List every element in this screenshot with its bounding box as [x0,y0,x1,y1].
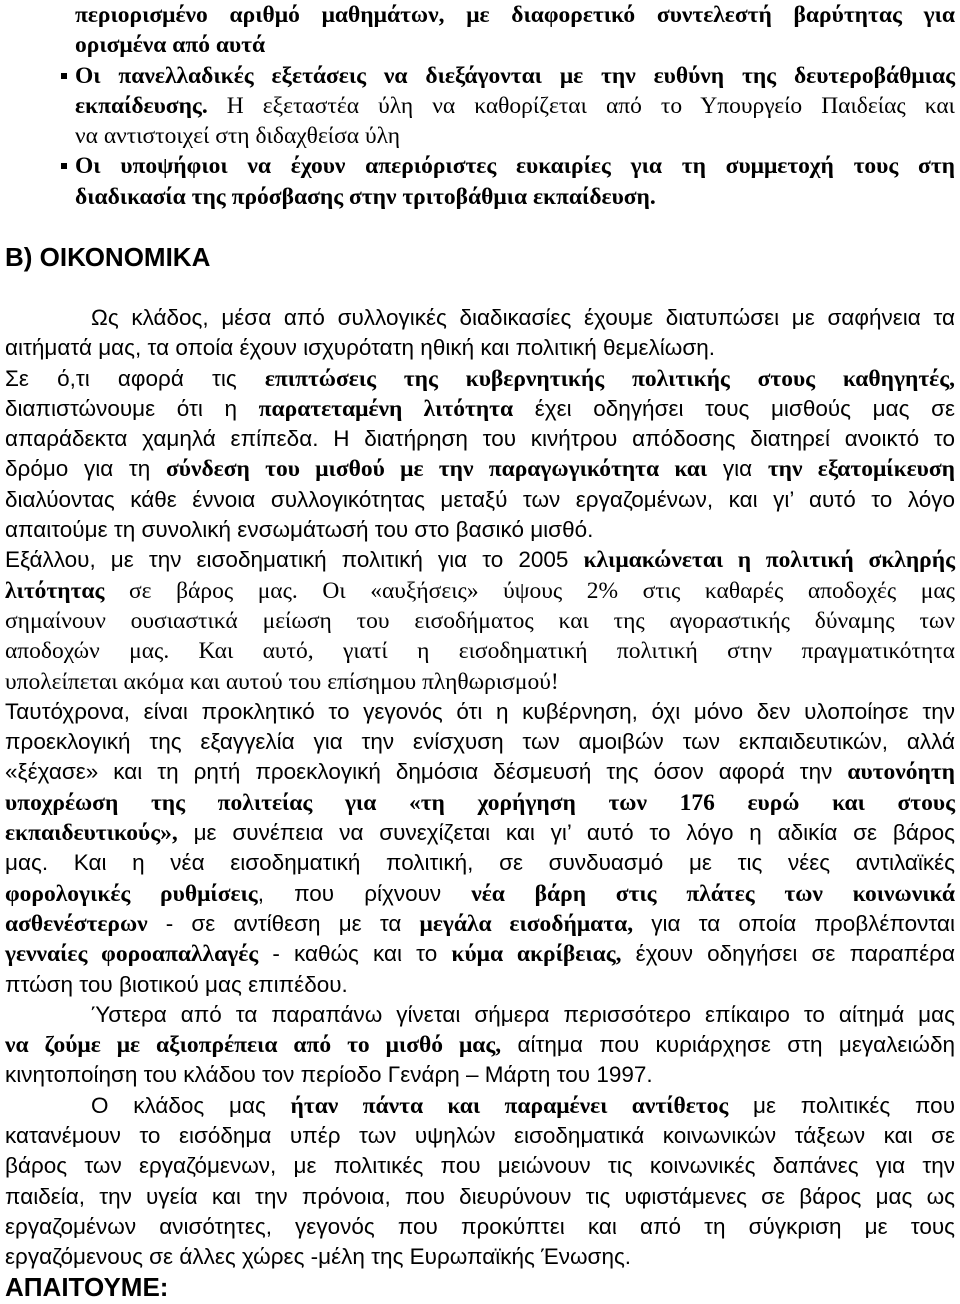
text-run: έχουν οδηγήσει σε παραπέρα [621,941,955,967]
bullet-square-icon [61,73,67,79]
text-line [5,576,955,606]
bullet-item [5,151,955,212]
text-run: παιδεία, την υγεία και την πρόνοια, που διευρύνουν τις υφιστάμενες σε βάρος μας ως [5,1183,955,1209]
bold-text-run: κύμα ακρίβειας, [451,941,622,968]
bold-text-run: φορολογικές ρυθμίσεις [5,880,258,907]
text-run: Ταυτόχρονα, είναι προκλητικό το γεγονός ότι η κυβέρνηση, όχι μόνο δεν υλοποίησε την [5,698,955,724]
text-run: για τα οποία προβλέπονται [633,910,956,936]
text-line [5,909,955,939]
text-line [5,697,955,727]
text-run: απαιτούμε τη συνολική ενσωμάτωσή του στο βασικό μισθό. [5,517,594,543]
text-line [5,303,955,333]
text-line [75,61,955,91]
text-line [5,667,955,697]
text-run: Ο κλάδος μας [91,1092,291,1118]
bold-text-run: υποχρέωση της πολιτείας για «τη χορήγηση των 176 ευρώ και στους [5,789,955,816]
bold-text-run: παρατεταμένη λιτότητα [258,395,514,422]
text-run: για [707,456,768,482]
text-line [75,121,955,151]
text-line [5,1242,955,1272]
bold-text-run: εκπαίδευσης. [75,92,208,119]
text-line [5,1151,955,1181]
text-run: υπολείπεται ακόμα και αυτού του επίσημου πληθωρισμού! [5,668,559,695]
text-line [5,1091,955,1121]
text-line [5,1000,955,1030]
text-line [5,757,955,787]
bold-text-run: ορισμένα από αυτά [75,32,266,59]
text-line [75,91,955,121]
text-run: απαράδεκτα χαμηλά επίπεδα. Η διατήρηση του κινήτρου απόδοσης διατηρεί ανοικτό το [5,426,955,452]
text-run: Ύστερα από τα παραπάνω γίνεται σήμερα περισσότερο επίκαιρο το αίτημά μας [91,1001,955,1027]
text-line [5,515,955,545]
text-line [5,424,955,454]
text-run: αίτημα που κυριάρχησε στη μεγαλειώδη [501,1032,956,1058]
text-run: αποδοχών μας. Και αυτό, γιατί η εισοδηματική πολιτική στην πραγματικότητα [5,638,955,665]
text-run: με πολιτικές που [728,1092,955,1118]
text-run: - σε αντίθεση με τα [147,910,420,936]
bold-text-run: επιπτώσεις της κυβερνητικής πολιτικής στους καθηγητές, [264,365,955,392]
text-run: Σε ό,τι αφορά τις [5,365,265,391]
bold-text-run: να ζούμε με αξιοπρέπεια από το μισθό μας, [5,1032,502,1059]
text-run: δρόμο για τη [5,456,166,482]
bold-text-run: ασθενέστερων [5,910,148,937]
text-run: έχει οδηγήσει τους μισθούς μας σε [513,395,955,421]
text-line [5,1212,955,1242]
text-line [5,939,955,969]
text-line [5,1060,955,1090]
text-run: Εξάλλου, με την εισοδηματική πολιτική για το 2005 [5,547,584,573]
text-line [5,545,955,575]
bold-text-run: διαδικασία της πρόσβασης στην τριτοβάθμια εκπαίδευση. [75,183,656,210]
text-line [5,1182,955,1212]
blank-line [5,273,955,303]
bold-text-run: μεγάλα εισοδήματα, [419,910,634,937]
bold-text-run: νέα βάρη στις πλάτες των κοινωνικά [471,880,955,907]
text-line [5,818,955,848]
text-run: διαλύοντας κάθε έννοια συλλογικότητας μεταξύ των εργαζομένων, και γι’ αυτό το λόγο [5,486,955,512]
text-line [5,727,955,757]
text-run: Ως κλάδος, μέσα από συλλογικές διαδικασίες έχουμε διατυπώσει με σαφήνεια τα [91,304,955,330]
text-line [5,606,955,636]
bullet-square-icon [61,163,67,169]
bold-text-run: Οι πανελλαδικές εξετάσεις να διεξάγονται με την ευθύνη της δευτεροβάθμιας [75,62,955,89]
text-line [5,848,955,878]
text-line [5,1030,955,1060]
bold-text-run: αυτονόητη [847,759,955,786]
text-run: κατανέμουν το εισόδημα υπέρ των υψηλών εισοδηματικά κοινωνικών τάξεων και σε [5,1122,955,1148]
text-run: «ξέχασε» και τη ρητή προεκλογική δημόσια δέσμευσή της όσον αφορά την [5,759,848,785]
bold-text-run: γενναίες φοροαπαλλαγές [5,941,259,968]
paragraph [5,1000,955,1091]
text-line [75,30,955,60]
text-line [5,879,955,909]
text-run: εργαζομένων ανισότητες, γεγονός που προκύπτει και από τη σύγκριση με τους [5,1213,955,1239]
paragraph [5,303,955,364]
text-run: να αντιστοιχεί στη διδαχθείσα ύλη [75,123,401,150]
document-page [5,0,955,1303]
bold-text-run: λιτότητας [5,577,105,604]
text-line [5,636,955,666]
text-run: προεκλογική της εξαγγελία για την ενίσχυση των αμοιβών των εκπαιδευτικών, αλλά [5,729,955,755]
text-line [75,182,955,212]
paragraph [5,697,955,1000]
text-run: αιτήματά μας, τα οποία έχουν ισχυρότατη ηθική και πολιτική θεμελίωση. [5,335,716,361]
text-line [5,1121,955,1151]
bullet-item [5,61,955,152]
text-line [5,485,955,515]
closing-heading: ΑΠΑΙΤΟΥΜΕ: [5,1272,169,1303]
text-run: βάρος των εργαζόμενων, με πολιτικές που μειώνουν τις κοινωνικές δαπάνες για την [5,1153,955,1179]
text-run: με συνέπεια να συνεχίζεται και γι’ αυτό το λόγο η αδικία σε βάρος [177,820,955,846]
bold-text-run: σύνδεση του μισθού με την παραγωγικότητα και [166,456,708,483]
text-run: μας. Και η νέα εισοδηματική πολιτική, σε συνδυασμό με τις νέες αντιλαϊκές [5,850,955,876]
text-run: σημαίνουν ουσιαστικά μείωση του εισοδήματος και της αγοραστικής δύναμης των [5,607,955,634]
bullet-item-text [75,61,955,152]
text-run: εργαζόμενους σε άλλες χώρες -μέλη της Ευρωπαϊκής Ένωσης. [5,1244,632,1270]
text-line [5,788,955,818]
text-run: κινητοποίηση του κλάδου τον περίοδο Γενάρη – Μάρτη του 1997. [5,1062,653,1088]
text-line [5,394,955,424]
bold-text-run: Οι υποψήφιοι να έχουν απεριόριστες ευκαιρίες για τη συμμετοχή τους στη [75,153,955,180]
text-line [5,970,955,1000]
text-line [5,364,955,394]
bold-text-run: εκπαιδευτικούς», [5,820,178,847]
bold-text-run: περιορισμένο αριθμό μαθημάτων, με διαφορετικό συντελεστή βαρύτητας για [75,2,955,28]
section-heading: Β) ΟΙΚΟΝΟΜΙΚΑ [5,242,211,273]
text-run: Η εξεταστέα ύλη να καθορίζεται από το Υπουργείο Παιδείας και [207,92,955,119]
text-line [5,333,955,363]
paragraph [5,1091,955,1273]
text-line [75,151,955,181]
paragraph [5,364,955,546]
paragraph [5,545,955,696]
text-run: διαπιστώνουμε ότι η [5,395,259,421]
text-run: σε βάρος μας. Οι «αυξήσεις» ύψους 2% στις καθαρές αποδοχές μας [104,577,955,604]
bullet-item-text [75,151,955,212]
continued-list-item [5,0,955,61]
text-line [5,454,955,484]
text-run: , που ρίχνουν [257,880,472,906]
bold-text-run: κλιμακώνεται η πολιτική σκληρής [583,547,955,574]
blank-line [5,212,955,242]
bold-text-run: την εξατομίκευση [767,456,956,483]
text-line [75,0,955,30]
text-run: πτώση του βιοτικού μας επιπέδου. [5,971,348,997]
bold-text-run: ήταν πάντα και παραμένει αντίθετος [290,1092,729,1119]
text-run: - καθώς και το [258,941,452,967]
